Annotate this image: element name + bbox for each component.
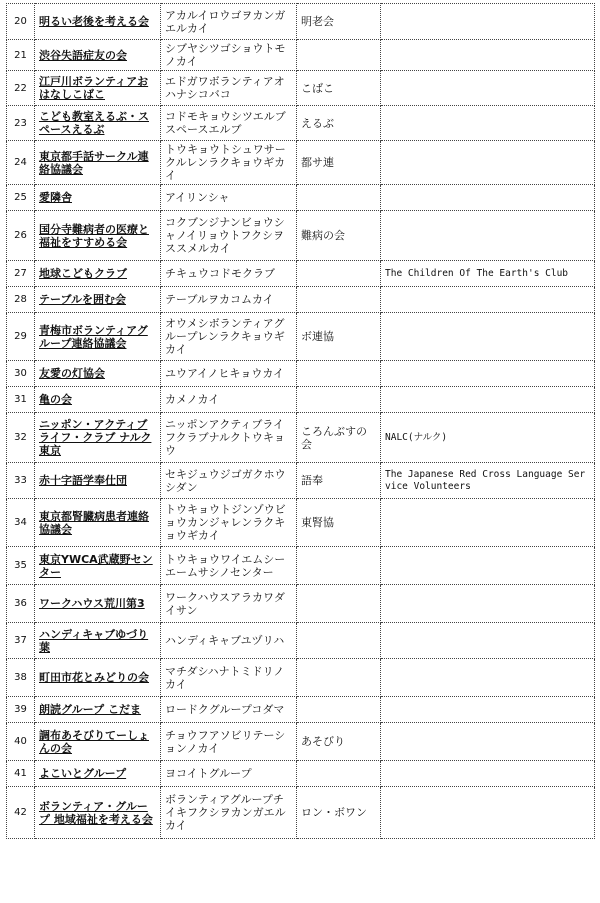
organization-english-name (381, 71, 595, 106)
organization-abbreviation (297, 261, 381, 287)
organization-abbreviation: 難病の会 (297, 211, 381, 261)
table-row (7, 413, 595, 463)
organization-kana: アカルイロウゴヲカンガエルカイ (161, 4, 297, 40)
organization-name-text: よこいとグループ (39, 767, 127, 780)
organization-abbreviation: 都サ連 (297, 141, 381, 185)
organization-name (35, 499, 161, 547)
row-number: 34 (7, 499, 35, 547)
table-row (7, 761, 595, 787)
organization-name-text: ワークハウス荒川第3 (39, 597, 145, 610)
organization-english-name (381, 387, 595, 413)
row-number: 35 (7, 547, 35, 585)
organization-english-name (381, 287, 595, 313)
organization-name-text: ボランティア・グループ 地域福祉を考える会 (39, 799, 153, 826)
table-row (7, 211, 595, 261)
organization-abbreviation (297, 40, 381, 71)
organization-name (35, 71, 161, 106)
organization-kana: テーブルヲカコムカイ (161, 287, 297, 313)
table-row (7, 697, 595, 723)
organization-abbreviation (297, 547, 381, 585)
table-row (7, 141, 595, 185)
organization-english-name (381, 585, 595, 623)
organization-name (35, 623, 161, 659)
organization-english-name (381, 547, 595, 585)
row-number: 26 (7, 211, 35, 261)
organization-abbreviation: ころんぶすの会 (297, 413, 381, 463)
table-row (7, 723, 595, 761)
organization-abbreviation: 東腎協 (297, 499, 381, 547)
organization-kana: エドガワボランティアオハナシコバコ (161, 71, 297, 106)
organization-table-body (7, 4, 595, 839)
organization-name-text: 町田市花とみどりの会 (39, 671, 149, 684)
table-row (7, 261, 595, 287)
row-number: 23 (7, 106, 35, 141)
organization-abbreviation: こばこ (297, 71, 381, 106)
organization-name-text: ハンディキャブゆづり葉 (39, 627, 149, 654)
organization-name (35, 361, 161, 387)
row-number: 28 (7, 287, 35, 313)
organization-name (35, 287, 161, 313)
row-number: 33 (7, 463, 35, 499)
organization-name-text: 江戸川ボランティアおはなしこばこ (39, 75, 149, 101)
organization-name-text: ニッポン・アクティブライフ・クラブ ナルク東京 (39, 418, 152, 457)
row-number: 21 (7, 40, 35, 71)
organization-english-name (381, 185, 595, 211)
organization-english-name (381, 361, 595, 387)
organization-english-name: The Children Of The Earth's Club (381, 261, 595, 287)
organization-name (35, 185, 161, 211)
organization-name (35, 413, 161, 463)
organization-abbreviation (297, 659, 381, 697)
organization-abbreviation (297, 361, 381, 387)
row-number: 38 (7, 659, 35, 697)
organization-abbreviation (297, 287, 381, 313)
organization-name (35, 387, 161, 413)
table-row (7, 463, 595, 499)
organization-name (35, 106, 161, 141)
row-number: 32 (7, 413, 35, 463)
organization-kana: トウキョウトジンゾウビョウカンジャレンラクキョウギカイ (161, 499, 297, 547)
table-row (7, 787, 595, 839)
organization-name-text: 渋谷失語症友の会 (39, 48, 127, 62)
row-number: 30 (7, 361, 35, 387)
organization-abbreviation: あそびり (297, 723, 381, 761)
organization-name (35, 659, 161, 697)
organization-kana: チョウフアソビリテーションノカイ (161, 723, 297, 761)
organization-kana: トウキョウトシュワサークルレンラクキョウギカイ (161, 141, 297, 185)
organization-kana: ワークハウスアラカワダイサン (161, 585, 297, 623)
organization-table (6, 3, 595, 839)
organization-kana: ハンディキャブユヅリハ (161, 623, 297, 659)
organization-name-text: 愛隣舎 (39, 191, 72, 204)
organization-name (35, 40, 161, 71)
table-row (7, 659, 595, 697)
organization-name-text: 調布あそびりてーしょんの会 (39, 728, 149, 755)
organization-abbreviation (297, 761, 381, 787)
row-number: 27 (7, 261, 35, 287)
organization-kana: マチダシハナトミドリノカイ (161, 659, 297, 697)
organization-name (35, 787, 161, 839)
organization-english-name: The Japanese Red Cross Language Service Volunteers (381, 463, 595, 499)
organization-abbreviation (297, 585, 381, 623)
organization-name-text: 友愛の灯協会 (39, 367, 105, 380)
organization-name (35, 313, 161, 361)
table-row (7, 499, 595, 547)
table-row (7, 287, 595, 313)
row-number: 39 (7, 697, 35, 723)
organization-english-name (381, 623, 595, 659)
row-number: 29 (7, 313, 35, 361)
table-row (7, 387, 595, 413)
organization-kana: ヨコイトグループ (161, 761, 297, 787)
organization-name (35, 585, 161, 623)
organization-english-name (381, 761, 595, 787)
row-number: 22 (7, 71, 35, 106)
organization-kana: カメノカイ (161, 387, 297, 413)
row-number: 41 (7, 761, 35, 787)
organization-name (35, 211, 161, 261)
table-row (7, 547, 595, 585)
table-row (7, 313, 595, 361)
row-number: 24 (7, 141, 35, 185)
organization-name (35, 463, 161, 499)
organization-english-name: NALC(ナルク) (381, 413, 595, 463)
organization-kana: オウメシボランティアグループレンラクキョウギカイ (161, 313, 297, 361)
table-row (7, 185, 595, 211)
organization-english-name (381, 40, 595, 71)
organization-name-text: 東京YWCA武蔵野センター (39, 552, 153, 579)
organization-name-text: 東京都腎臓病患者連絡協議会 (39, 509, 149, 536)
organization-name (35, 761, 161, 787)
table-row (7, 4, 595, 40)
row-number: 25 (7, 185, 35, 211)
organization-name-text: 朗読グループ こだま (39, 703, 141, 716)
organization-abbreviation: 語奉 (297, 463, 381, 499)
organization-name-text: 国分寺難病者の医療と福祉をすすめる会 (39, 222, 149, 249)
organization-english-name (381, 141, 595, 185)
organization-name-text: 明るい老後を考える会 (39, 15, 149, 28)
table-row (7, 40, 595, 71)
organization-english-name (381, 697, 595, 723)
organization-abbreviation: えるぶ (297, 106, 381, 141)
organization-name-text: 東京都手話サークル連絡協議会 (39, 149, 149, 176)
organization-abbreviation (297, 387, 381, 413)
organization-abbreviation (297, 697, 381, 723)
organization-kana: ボランティアグループチイキフクシヲカンガエルカイ (161, 787, 297, 839)
organization-kana: アイリンシャ (161, 185, 297, 211)
row-number: 40 (7, 723, 35, 761)
organization-kana: トウキョウワイエムシーエームサシノセンター (161, 547, 297, 585)
organization-english-name (381, 787, 595, 839)
organization-kana: ニッポンアクティブライフクラブナルクトウキョウ (161, 413, 297, 463)
organization-name (35, 697, 161, 723)
organization-kana: チキュウコドモクラブ (161, 261, 297, 287)
row-number: 20 (7, 4, 35, 40)
organization-name-text: テーブルを囲む会 (39, 293, 127, 306)
row-number: 31 (7, 387, 35, 413)
organization-kana: ユウアイノヒキョウカイ (161, 361, 297, 387)
organization-abbreviation (297, 185, 381, 211)
organization-kana: コクブンジナンビョウシャノイリョウトフクシヲススメルカイ (161, 211, 297, 261)
row-number: 37 (7, 623, 35, 659)
table-row (7, 106, 595, 141)
organization-name-text: 地球こどもクラブ (39, 267, 127, 280)
organization-abbreviation: ロン・ボワン (297, 787, 381, 839)
row-number: 42 (7, 787, 35, 839)
organization-name (35, 547, 161, 585)
organization-name-text: 青梅市ボランティアグループ連絡協議会 (39, 323, 148, 350)
organization-kana: シブヤシツゴショウトモノカイ (161, 40, 297, 71)
organization-name (35, 4, 161, 40)
table-row (7, 585, 595, 623)
organization-name-text: こども教室えるぶ・スペースえるぶ (39, 110, 149, 136)
organization-english-name (381, 723, 595, 761)
row-number: 36 (7, 585, 35, 623)
table-row (7, 71, 595, 106)
organization-abbreviation: ボ連協 (297, 313, 381, 361)
organization-english-name (381, 313, 595, 361)
organization-name-text: 赤十字語学奉仕団 (39, 474, 127, 487)
organization-abbreviation (297, 623, 381, 659)
table-row (7, 623, 595, 659)
organization-english-name (381, 499, 595, 547)
organization-name-text: 亀の会 (39, 393, 72, 406)
organization-english-name (381, 4, 595, 40)
organization-english-name (381, 106, 595, 141)
organization-kana: ロードクグループコダマ (161, 697, 297, 723)
organization-english-name (381, 211, 595, 261)
organization-name (35, 723, 161, 761)
organization-name (35, 261, 161, 287)
organization-english-name (381, 659, 595, 697)
organization-name (35, 141, 161, 185)
table-row (7, 361, 595, 387)
organization-abbreviation: 明老会 (297, 4, 381, 40)
organization-kana: コドモキョウシツエルブスペースエルブ (161, 106, 297, 141)
organization-kana: セキジュウジゴガクホウシダン (161, 463, 297, 499)
